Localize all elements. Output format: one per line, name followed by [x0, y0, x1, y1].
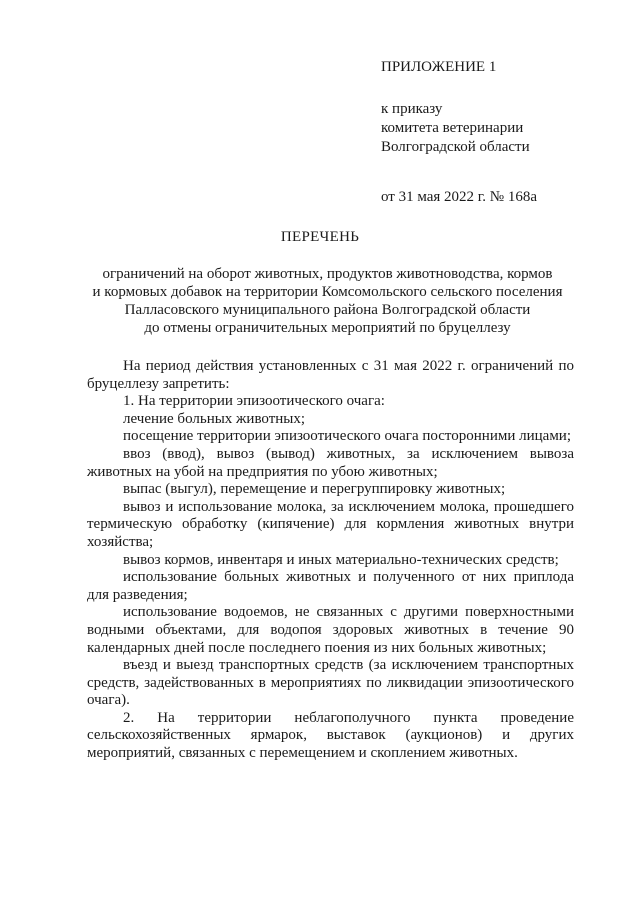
- document-body: [87, 358, 574, 763]
- document-subtitle: [60, 265, 595, 337]
- body-paragraph: 2. На территории неблагополучного пункта проведение сельскохозяйственных ярмарок, выставок (аукционов) и других мероприятий, связанных с перемещением и скоплением животных.: [87, 709, 574, 762]
- annex-title: ПРИЛОЖЕНИЕ 1: [381, 59, 497, 75]
- body-paragraph: 1. На территории эпизоотического очага:: [123, 393, 385, 410]
- document-title: ПЕРЕЧЕНЬ: [280, 229, 360, 245]
- subtitle-line: и кормовых добавок на территории Комсомольского сельского поселения: [92, 284, 563, 300]
- body-paragraph: вывоз кормов, инвентаря и иных материально-технических средств;: [123, 551, 559, 568]
- body-paragraph: въезд и выезд транспортных средств (за исключением транспортных средств, задействованных в мероприятиях по ликвидации эпизоотического очага).: [87, 657, 574, 709]
- annex-region: Волгоградской области: [381, 139, 530, 155]
- annex-committee: комитета ветеринарии: [381, 120, 524, 136]
- subtitle-line: ограничений на оборот животных, продуктов животноводства, кормов: [102, 266, 553, 282]
- body-paragraph: выпас (выгул), перемещение и перегруппировку животных;: [123, 481, 506, 498]
- annex-to-order: к приказу: [381, 101, 443, 117]
- body-paragraph: использование водоемов, не связанных с другими поверхностными водными объектами, для водопоя здоровых животных в течение 90 календарных дней после последнего поения из них больных животных;: [87, 604, 574, 656]
- subtitle-line: Палласовского муниципального района Волгоградской области: [124, 302, 531, 318]
- body-paragraph: На период действия установленных с 31 мая 2022 г. ограничений по бруцеллезу запретить:: [87, 358, 574, 392]
- body-paragraph: посещение территории эпизоотического очага посторонними лицами;: [123, 428, 572, 445]
- body-paragraph: использование больных животных и полученного от них приплода для разведения;: [87, 569, 574, 603]
- body-paragraph: ввоз (ввод), вывоз (вывод) животных, за исключением вывоза животных на убой на предприятия по убою животных;: [87, 445, 574, 480]
- annex-date-number: от 31 мая 2022 г. № 168а: [381, 189, 537, 205]
- body-paragraph: лечение больных животных;: [123, 410, 306, 427]
- body-paragraph: вывоз и использование молока, за исключением молока, прошедшего термическую обработку (кипячение) для кормления животных внутри хозяйства;: [87, 498, 574, 550]
- subtitle-line: до отмены ограничительных мероприятий по бруцеллезу: [144, 320, 511, 336]
- annex-block: [381, 58, 611, 207]
